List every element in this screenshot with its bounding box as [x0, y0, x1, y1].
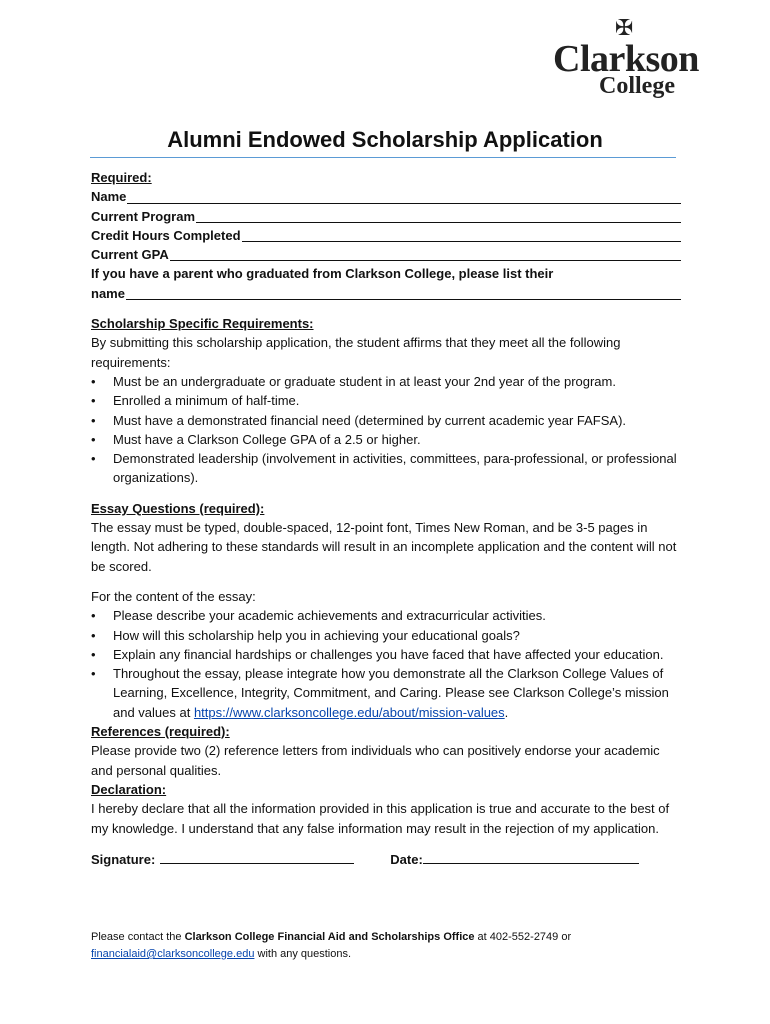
mission-values-link[interactable]: https://www.clarksoncollege.edu/about/mission-values	[193, 704, 505, 720]
credit-hours-field[interactable]	[91, 226, 681, 245]
current-program-blank[interactable]	[196, 208, 681, 223]
name-field[interactable]	[91, 187, 681, 206]
parent-name-field[interactable]	[91, 284, 681, 303]
essay-format-text: The essay must be typed, double-spaced, 12-point font, Times New Roman, and be 3-5 pages in length. Not adhering to these standards will result in an incomplete application and the content will not be scored.	[91, 520, 677, 574]
logo-word-college: College	[599, 73, 675, 99]
application-body	[91, 168, 681, 869]
credit-hours-blank[interactable]	[242, 227, 681, 242]
list-item: • Must have a demonstrated financial need (determined by current academic year FAFSA).	[91, 411, 681, 430]
essay-content-list	[91, 606, 681, 722]
list-item: • Throughout the essay, please integrate how you demonstrate all the Clarkson College Values of Learning, Excellence, Integrity, Commitment, and Caring. Please see Clarkson College’s mission and values at https://www.clarksoncollege.edu/about/mission-values.	[91, 664, 681, 722]
current-gpa-field[interactable]	[91, 245, 681, 264]
title-divider	[90, 157, 676, 158]
logo-word-clarkson: Clarkson	[553, 38, 699, 80]
name-label: Name	[91, 189, 127, 205]
parent-question: If you have a parent who graduated from Clarkson College, please list their	[91, 266, 554, 282]
name-blank[interactable]	[127, 189, 681, 204]
values-text: Throughout the essay, please integrate how you demonstrate all the Clarkson College Values of Learning, Excellence, Integrity, Commitment, and Caring. Please see Clarkson College’s mission and values at	[113, 666, 669, 720]
office-name: Clarkson College Financial Aid and Scholarships Office	[184, 931, 475, 943]
parent-name-blank[interactable]	[126, 285, 681, 300]
date-label: Date:	[390, 851, 423, 867]
list-item: • Must be an undergraduate or graduate student in at least your 2nd year of the program.	[91, 372, 681, 391]
list-item: • How will this scholarship help you in achieving your educational goals?	[91, 626, 681, 645]
current-program-field[interactable]	[91, 207, 681, 226]
scholarship-requirements-heading: Scholarship Specific Requirements:	[91, 316, 314, 332]
shield-cross-icon: ✠	[615, 16, 634, 41]
date-blank[interactable]	[423, 850, 639, 864]
phone-text: at 402-552-2749 or	[474, 931, 572, 943]
list-item: • Please describe your academic achievements and extracurricular activities.	[91, 606, 681, 625]
scholarship-requirements-list	[91, 372, 681, 488]
list-item: • Enrolled a minimum of half-time.	[91, 391, 681, 410]
signature-blank[interactable]	[160, 850, 354, 864]
page-title: Alumni Endowed Scholarship Application	[167, 127, 603, 152]
signature-row	[91, 850, 681, 869]
current-program-label: Current Program	[91, 208, 196, 224]
references-heading: References (required):	[91, 724, 230, 740]
required-heading: Required:	[91, 170, 152, 185]
declaration-heading: Declaration:	[91, 781, 167, 797]
list-item: • Explain any financial hardships or challenges you have faced that have affected your education.	[91, 645, 681, 664]
essay-questions-heading: Essay Questions (required):	[91, 500, 265, 516]
references-text: Please provide two (2) reference letters from individuals who can positively endorse your academic and personal qualities.	[91, 743, 660, 778]
email-link[interactable]: financialaid@clarksoncollege.edu	[91, 948, 255, 960]
clarkson-college-logo	[553, 16, 699, 99]
credit-hours-label: Credit Hours Completed	[91, 227, 241, 243]
signature-label: Signature:	[91, 851, 156, 867]
current-gpa-label: Current GPA	[91, 247, 169, 263]
current-gpa-blank[interactable]	[170, 246, 681, 261]
scholarship-intro: By submitting this scholarship application, the student affirms that they meet all the following requirements:	[91, 335, 621, 370]
parent-name-label: name	[91, 285, 125, 301]
contact-footer: Please contact the Clarkson College Financial Aid and Scholarships Office at 402-552-2749 or financialaid@clarksoncollege.edu with any questions.	[91, 931, 572, 960]
declaration-text: I hereby declare that all the information provided in this application is true and accurate to the best of my knowledge. I understand that any false information may result in the rejection of my application.	[91, 801, 670, 836]
list-item: • Must have a Clarkson College GPA of a 2.5 or higher.	[91, 430, 681, 449]
list-item: • Demonstrated leadership (involvement in activities, committees, para-professional, or professional organizations).	[91, 449, 681, 488]
essay-content-intro: For the content of the essay:	[91, 588, 256, 604]
